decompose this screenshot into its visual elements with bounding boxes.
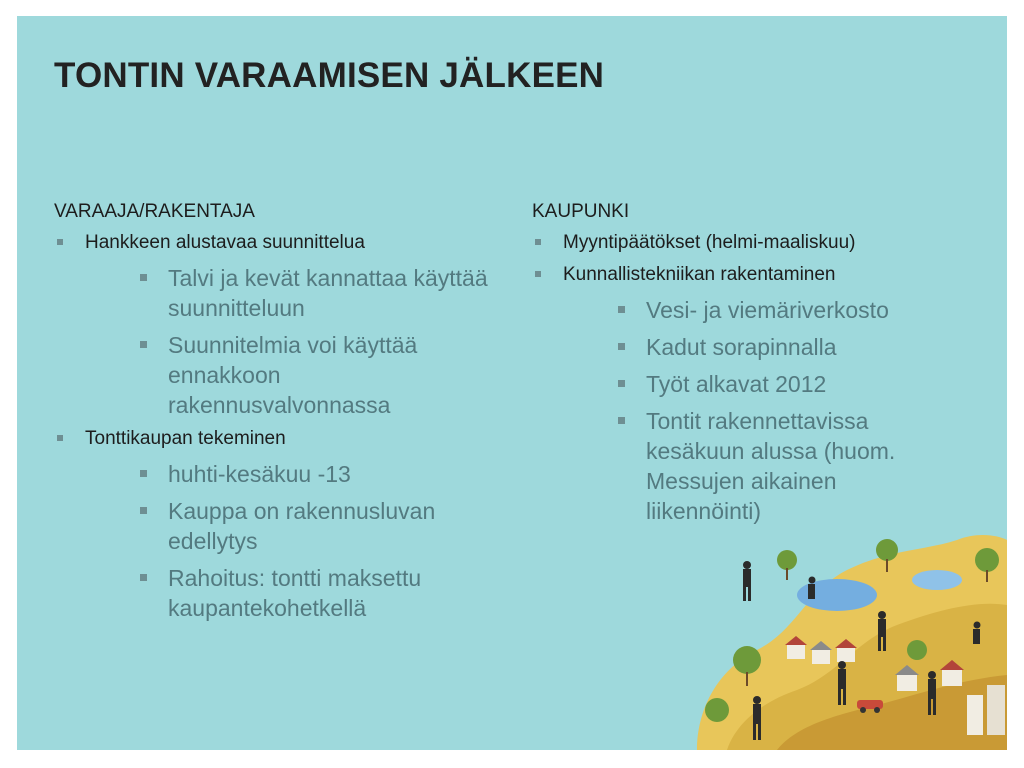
sub-list-item — [54, 563, 494, 623]
sub-list-item — [532, 369, 932, 399]
list-item-text: Hankkeen alustavaa suunnittelua — [85, 232, 365, 253]
right-column-heading: KAUPUNKI — [532, 201, 630, 222]
square-bullet-icon — [618, 417, 625, 424]
sub-list-item — [54, 459, 494, 489]
list-item — [54, 231, 494, 255]
square-bullet-icon — [535, 271, 541, 277]
square-bullet-icon — [57, 435, 63, 441]
square-bullet-icon — [535, 239, 541, 245]
square-bullet-icon — [618, 380, 625, 387]
town-illustration — [687, 520, 1007, 750]
list-item-text: Myyntipäätökset (helmi-maaliskuu) — [563, 232, 856, 253]
right-column — [532, 201, 932, 533]
square-bullet-icon — [140, 507, 147, 514]
square-bullet-icon — [140, 470, 147, 477]
list-item-text: Tonttikaupan tekeminen — [85, 428, 286, 449]
sub-list-item — [54, 496, 494, 556]
sub-item-text: Suunnitelmia voi käyttää ennakkoon rakennusvalvonnassa — [168, 332, 418, 418]
left-column-heading: VARAAJA/RAKENTAJA — [54, 201, 255, 222]
square-bullet-icon — [618, 306, 625, 313]
sub-item-text: Työt alkavat 2012 — [646, 371, 827, 397]
slide-title: TONTIN VARAAMISEN JÄLKEEN — [54, 56, 605, 95]
left-bullet-list — [54, 231, 494, 623]
list-item — [532, 231, 932, 255]
sub-item-text: Rahoitus: tontti maksettu kaupantekohetkellä — [168, 565, 422, 621]
list-item — [532, 263, 932, 287]
sub-item-text: Kadut sorapinnalla — [646, 334, 837, 360]
right-bullet-list — [532, 231, 932, 526]
sub-list-item — [54, 263, 494, 323]
square-bullet-icon — [140, 341, 147, 348]
sub-item-text: Kauppa on rakennusluvan edellytys — [168, 498, 436, 554]
sub-list-item — [532, 406, 932, 526]
sub-item-text: Talvi ja kevät kannattaa käyttää suunnitteluun — [168, 265, 488, 321]
sub-list-item — [532, 332, 932, 362]
left-column — [54, 201, 494, 630]
square-bullet-icon — [140, 274, 147, 281]
sub-item-text: Tontit rakennettavissa kesäkuun alussa (huom. Messujen aikainen liikennöinti) — [646, 408, 896, 524]
square-bullet-icon — [140, 574, 147, 581]
sub-list-item — [532, 295, 932, 325]
slide — [17, 16, 1007, 750]
list-item-text: Kunnallistekniikan rakentaminen — [563, 264, 836, 285]
sub-item-text: huhti-kesäkuu -13 — [168, 461, 351, 487]
sub-list-item — [54, 330, 494, 420]
sub-item-text: Vesi- ja viemäriverkosto — [646, 297, 889, 323]
list-item — [54, 427, 494, 451]
square-bullet-icon — [618, 343, 625, 350]
square-bullet-icon — [57, 239, 63, 245]
